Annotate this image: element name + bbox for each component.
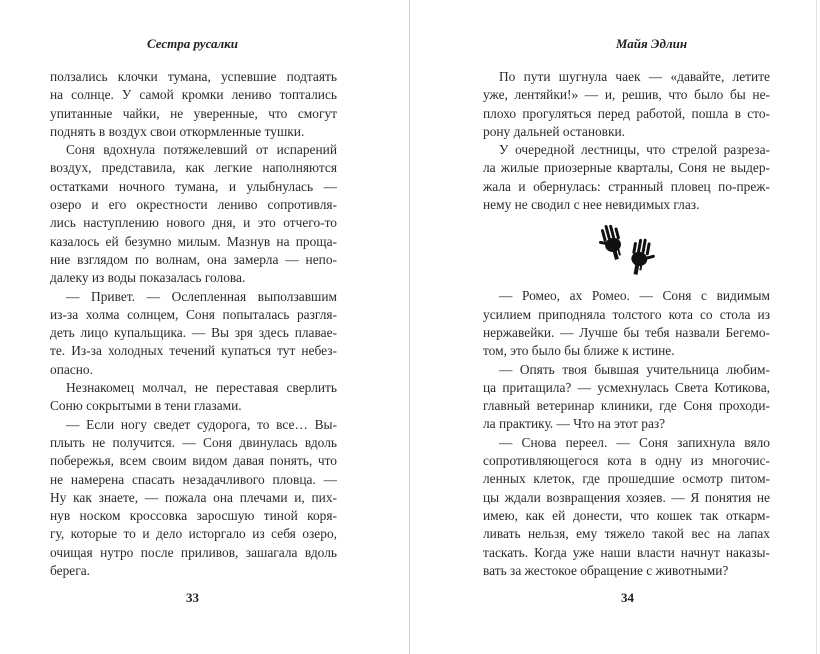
paragraph <box>50 68 337 141</box>
text-line: Ну как знаете, — пожала она плечами и, пих- <box>50 489 337 505</box>
paragraph <box>50 288 337 379</box>
text-line: — Ромео, ах Ромео. — Соня с видимым <box>499 288 770 304</box>
text-line: ливать нельзя, ему тяжело такой вес на лапах <box>483 526 770 542</box>
page-number: 34 <box>621 590 634 605</box>
book-spine <box>409 0 410 654</box>
paragraph <box>50 416 337 581</box>
text-line: — Если ногу сведет судорога, то все… Вы- <box>66 416 337 432</box>
text-line: — Опять твоя бывшая учительница любим- <box>499 361 770 377</box>
text-line: упитанные чайки, не уверенные, что смогут <box>50 105 337 121</box>
text-line: ла практику. — Что на этот раз? <box>483 416 666 432</box>
text-line: — Снова переел. — Соня запихнула вяло <box>499 434 770 450</box>
text-line: усилием приподняла толстого кота со стола из <box>483 306 770 322</box>
text-line: поднять в воздух свои откормленные тушки. <box>50 123 305 139</box>
right-page-text <box>483 68 770 580</box>
text-line: нему не сводил с нее невидимых глаз. <box>483 197 700 213</box>
text-line: том, это было бы ближе к истине. <box>483 343 675 359</box>
text-line: плохо прогуляться перед работой, пошла в сто- <box>483 105 770 121</box>
page-number: 33 <box>186 590 199 605</box>
right-page <box>411 0 820 654</box>
paragraph <box>483 287 770 360</box>
paragraph <box>483 434 770 580</box>
text-line: из-за холма солнцем, Соня попыталась разгля- <box>50 306 337 322</box>
text-line: лись наступлению нового дня, и это отчего-то <box>50 215 337 231</box>
text-line: не намерена спасать незадачливого пловца. — <box>50 471 337 487</box>
paragraph <box>483 68 770 141</box>
text-line: остатками ночного тумана, и улыбнулась — <box>50 178 337 194</box>
text-line: гу, которые то и дело исторгало из себя озеро, <box>50 526 337 542</box>
text-line: побережья, всем своим видом давая понять, что <box>50 453 337 469</box>
text-line: таскать. Когда уже наши власти начнут наказы- <box>483 544 770 560</box>
text-line: деть лицо купальщика. — Вы зря здесь плавае- <box>50 325 337 341</box>
text-line: Соню сокрытыми в тени глазами. <box>50 398 242 414</box>
text-line: ца притащила? — усмехнулась Света Котикова, <box>483 379 770 395</box>
text-line: У очередной лестницы, что стрелой разреза- <box>499 142 770 158</box>
paragraph <box>483 361 770 434</box>
paragraph <box>50 141 337 287</box>
text-line: плыть не получится. — Соня двинулась вдоль <box>50 434 337 450</box>
text-line: очищая нутро после приливов, зашагала вдоль <box>50 544 337 560</box>
text-line: рону дальней остановки. <box>483 123 626 139</box>
text-line: ла жилые приозерные кварталы, Соня не выдер- <box>483 160 770 176</box>
text-line: Незнакомец молчал, не переставая сверлить <box>66 380 337 396</box>
text-line: далеку из воды показалась голова. <box>50 270 246 286</box>
text-line: По пути шугнула чаек — «давайте, летите <box>499 69 770 84</box>
text-line: опасно. <box>50 361 93 377</box>
text-line: цы ждали возвращения хозяев. — Я понятия не <box>483 489 770 505</box>
left-page <box>0 0 409 654</box>
text-line: жала и обернулась: странный пловец по-преж- <box>483 178 770 194</box>
text-line: берега. <box>50 563 91 579</box>
text-line: вать за жестокое обращение с животными? <box>483 562 729 578</box>
running-header-title: Сестра русалки <box>146 36 238 51</box>
text-line: уже, лентяйки!» — и, решив, что было бы не- <box>483 87 770 103</box>
paragraph <box>50 379 337 416</box>
text-line: ленных клеток, где прошедшие осмотр питом- <box>483 471 770 487</box>
paragraph <box>483 141 770 214</box>
text-line: — Привет. — Ослепленная выползавшим <box>66 288 337 304</box>
handprints-icon <box>483 214 770 287</box>
text-line: Соня вдохнула потяжелевший от испарений <box>66 142 337 158</box>
text-line: нув носком кроссовка заросшую тиной коря- <box>50 508 337 524</box>
text-line: нержавейки. — Лучше бы тебя назвали Бегемо- <box>483 324 770 340</box>
text-line: ползались клочки тумана, успевшие подтаять <box>50 69 337 84</box>
text-line: воздух, представила, как легкие наполняются <box>50 160 337 176</box>
text-line: имею, как ей донести, что кошек так откарм- <box>483 507 770 523</box>
left-page-text <box>50 68 337 580</box>
text-line: озеро и его окрестности лениво сопротивля- <box>50 197 337 213</box>
running-header-author: Майя Эдлин <box>615 36 688 51</box>
text-line: на солнце. У самой кромки лениво топтались <box>50 87 337 103</box>
text-line: сопротивляющегося кота в одну из многочис- <box>483 453 770 469</box>
text-line: ние взглядом по волнам, она замерла — непо- <box>50 251 337 267</box>
text-line: казалось ей безумно милым. Мазнув на проща- <box>50 233 337 249</box>
text-line: те. Из-за холодных течений купаться тут небез- <box>50 343 337 359</box>
text-line: главный ветеринар клиники, где Соня проходи- <box>483 398 770 414</box>
